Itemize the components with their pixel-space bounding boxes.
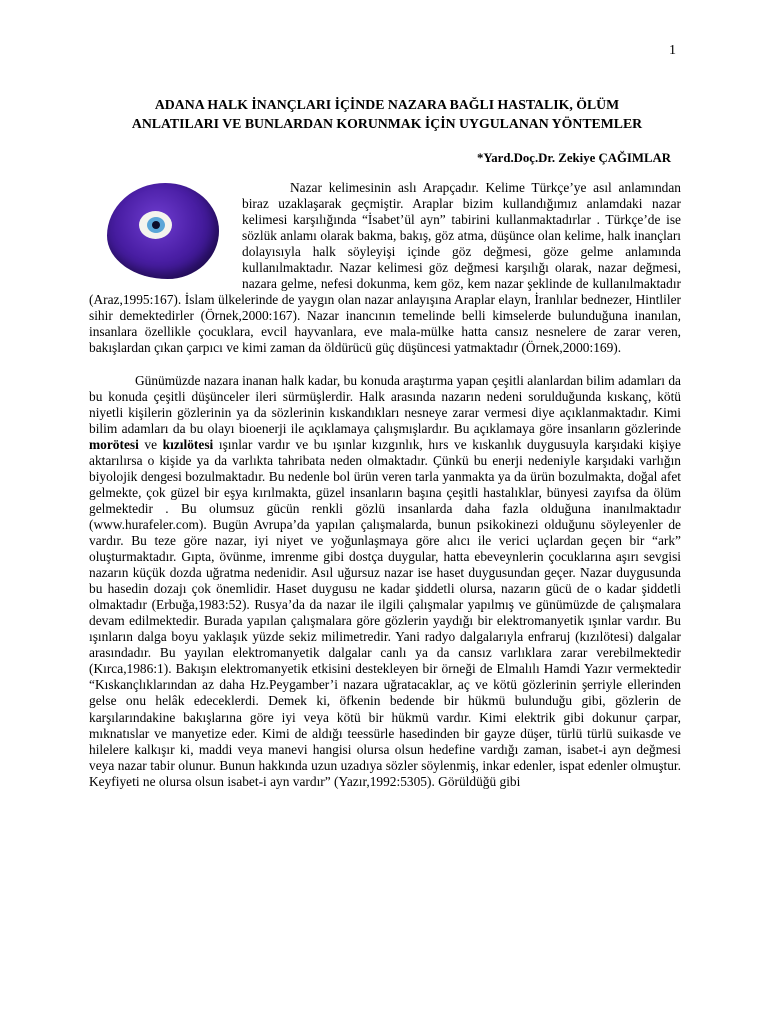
paragraph-2-part-2: ışınlar vardır ve bu ışınlar kızgınlık, hırs ve kıskanlık duygusuyla karşıdaki kişiye aktarılırsa o kişide ya da varlıkta tahribata neden olmaktadır. Çünkü bu enerji nedeniyle karşıdaki varlığın biyolojik dengesi bozulmaktadır. Bu nedenle bol ürün veren tarla yanmakta ya da ürün bozulmakta, doğal afet gelmekte, çok güzel bir eşya kırılmakta, güzel insanların başına çeşitli hastalıklar, bünyesi zayıfsa da ölüm gelmektedir . Bu olumsuz gücün renkli gözlü insanlarda daha fazla olduğuna inanılmaktadır (www.hurafeler.com). Bugün Avrupa’da yapılan çalışmalarda, bunun psikokinezi olduğunu söyleyenler de vardır. Bu teze göre nazar, iyi niyet ve yoğunlaşmaya göre alıcı ile verici uçlardan geçen bir “ark” oluşturmaktadır. Gıpta, övünme, imrenme gibi dostça duygular, hatta ebeveynlerin çocuklarına aşırı sevgisi nazarın küçük dozda uğratma nedenidir. Asıl uğursuz nazar ise haset duygusundan geçer. Nazar duygusunda bu hasedin dozajı çok önemlidir. Haset duygusu ne kadar şiddetli olursa, nazarın gücü de o kadar şiddetli olmaktadır (Erbuğa,1983:52). Rusya’da da nazar ile ilgili çalışmalar yapılmış ve günümüzde de çalışmalara devam edilmektedir. Burada yapılan çalışmalara göre gözlerin yaydığı bir elektromanyetik ışınlar vardır. Bu ışınların dalga boyu yaklaşık yüzde sekiz milimetredir. Yani radyo dalgalarıyla enfraruj (kızılötesi) dalgalar arasındadır. Bu yayılan elektromanyetik dalgalar canlı ya da cansız varlıklara zarar verebilmektedir (Kırca,1986:1). Bakışın elektromanyetik etkisini destekleyen bir örneği de Elmalılı Hamdi Yazır vermektedir “Kıskançlıklarından az daha Hz.Peygamber’i nazara uğratacaklar, aç ve kötü gözlerinin şerriyle ellerinden gelse onu helâk edeceklerdi. Demek ki, öfkenin bedende bir hükmü bulunduğu gibi, gözlerin de karşılarındakine bakışlarına göre iyi veya kötü bir hükmü vardır. Kimi elektrik gibi dokunur çarpar, mıknatıslar ve manyetize eder. Kimi de aldığı teessürle hasedinden bir gayze düşer, türlü türlü suikasde ve hilelere kalkışır ki, maddi veya manevi hangisi olursa olsun hedefine vardığı zaman, isabet-i ayn değmesi veya nazar tabir olunur. Bunun hakkında uzun uzadıya sözler söylenmiş, inkar edenler, ispat edenler olmuştur. Keyfiyeti ne olursa olsun isabet-i ayn vardır” (Yazır,1992:5305). Görüldüğü gibi	[89, 436, 681, 789]
nazar-bead-image	[101, 180, 224, 286]
title-line-2: ANLATILARI VE BUNLARDAN KORUNMAK İÇİN UYGULANAN YÖNTEMLER	[131, 116, 643, 131]
author-name: *Yard.Doç.Dr. Zekiye ÇAĞIMLAR	[477, 151, 671, 165]
article-title	[90, 95, 684, 133]
paragraph-2	[89, 373, 681, 790]
paragraph-2-bold-2: kızılötesi	[162, 436, 214, 452]
paragraph-2-mid: ve	[138, 436, 163, 452]
article-body	[89, 180, 681, 790]
paragraph-1: Nazar kelimesinin aslı Arapçadır. Kelime Türkçe’ye asıl anlamından biraz uzaklaşarak geçmiştir. Araplar bizim kullandığımız anlamdaki nazar kelimesi karşılığında “İsabet’ül ayn” tabirini kullanmaktadırlar . Türkçe’de ise sözlük anlamı olarak bakma, bakış, göz atma, düşünce olan kelime, halk inançları dolayısıyla halk söyleyişi içinde göz değmesi, göze gelme anlamında kullanılmaktadır. Nazar kelimesi göz değmesi karşılığı olarak, nazar değmesi, nazara gelme, nefesi dokunma, kem göz, kem nazar şeklinde de kullanılmaktadır (Araz,1995:167). İslam ülkelerinde de yaygın olan nazar anlayışına Araplar elayn, İranlılar bednezer, Hintliler sihir demektedirler (Örnek,2000:167). Nazar inancının temelinde belli kimselerde bulunduğuna inanılan, insanlara özellikle çocuklara, evcil hayvanlara, eve mala-mülke hatta cansız nesnelere de zarar veren, bakışlardan çıkan çarpıcı ve kimi zaman da öldürücü güç düşüncesi yatmaktadır (Örnek,2000:169).	[89, 180, 681, 356]
page-number: 1	[669, 43, 676, 58]
paragraph-2-part-1: Günümüzde nazara inanan halk kadar, bu konuda araştırma yapan çeşitli alanlardan bilim adamları da bu konuda çeşitli düşünceler ileri sürmüşlerdir. Halk arasında nazarın nedeni sorulduğunda kıskanç, kötü niyetli kişilerin gözlerinin ya da sözlerinin kıskandıkları nesneye zarar vermesi diye açıklanmaktadır. Kimi bilim adamları da bu olayı bioenerji ile açıklamaya çalışmışlardır. Bu açıklamaya göre insanların gözlerinde	[89, 372, 681, 436]
bead-eye-pupil	[152, 221, 160, 229]
title-line-1: ADANA HALK İNANÇLARI İÇİNDE NAZARA BAĞLI HASTALIK, ÖLÜM	[154, 97, 620, 112]
paragraph-2-bold-1: morötesi	[89, 436, 139, 452]
